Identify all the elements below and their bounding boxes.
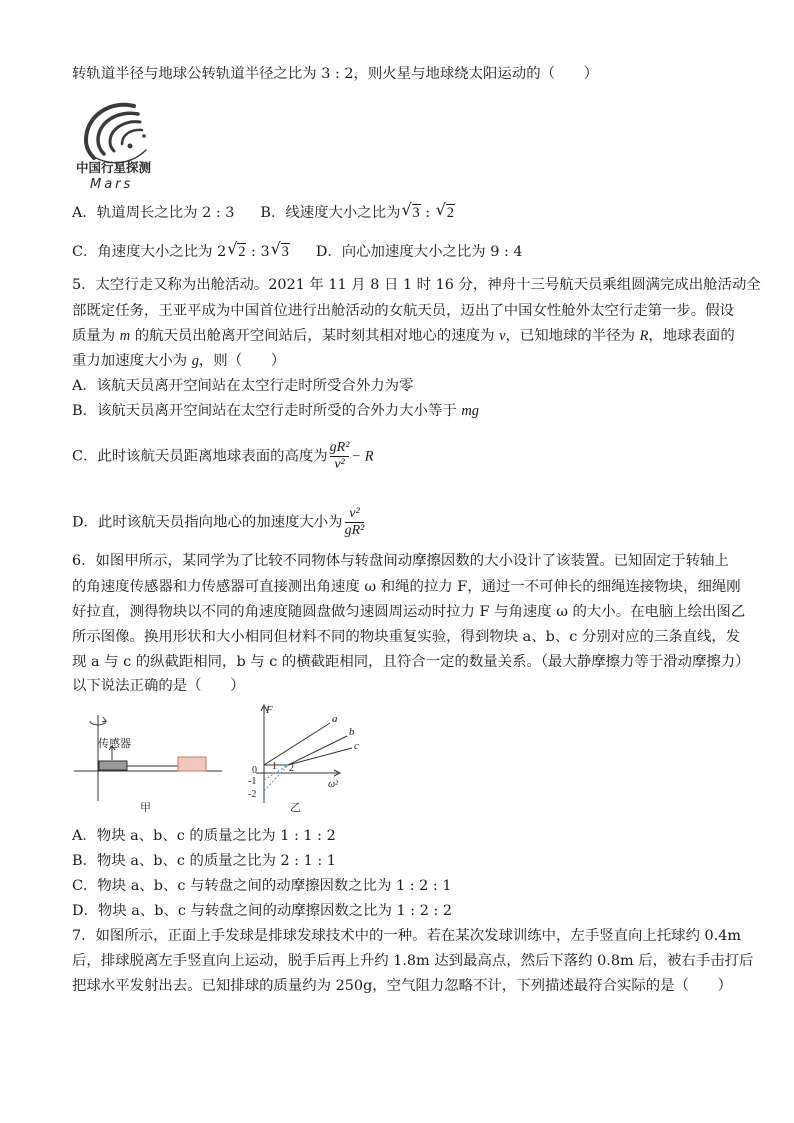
y-axis-label: F	[266, 704, 273, 716]
q6-stem-line1: 6．如图甲所示，某同学为了比较不同物体与转盘间动摩擦因数的大小设计了该装置。已知固定于转轴上	[72, 553, 729, 569]
q4-option-d: D．向心加速度大小之比为 9 : 4	[315, 244, 523, 260]
caption-right: 乙	[290, 801, 301, 813]
origin-label: 0	[252, 765, 257, 776]
q6-option-d: D．物块 a、b、c 与转盘之间的动摩擦因数之比为 1 : 2 : 2	[72, 903, 452, 919]
q5-option-a: A．该航天员离开空间站在太空行走时所受合外力为零	[72, 378, 414, 394]
q4-stem-tail: 转轨道半径与地球公转轨道半径之比为 3 : 2，则火星与地球绕太阳运动的（ ）	[72, 66, 599, 82]
q6-stem-line4: 所示图像。换用形状和大小相同但材料不同的物块重复实验，得到物块 a、b、c 分别对应的三条直线，发	[72, 629, 741, 645]
q4-option-c: C．角速度大小之比为 2√ 2 : 3√ 3	[72, 244, 290, 260]
tick-neg2: -2	[248, 789, 257, 800]
q5-c-fraction: $\frac{\text{gR²}}{\text{v²}}$	[329, 440, 350, 472]
q7-stem-line2: 后，排球脱离左手竖直向上运动，脱手后再上升约 1.8m 达到最高点，然后下落约 0.8m 后，被右手击打后	[72, 953, 754, 969]
tick-2: 2	[289, 763, 294, 774]
q5-stem-line1: 5．太空行走又称为出舱活动。2021 年 11 月 8 日 1 时 16 分，神舟十三号航天员乘组圆满完成出舱活动全	[72, 277, 761, 293]
line-a-label: a	[332, 713, 338, 725]
q6-option-b: B．物块 a、b、c 的质量之比为 2 : 1 : 1	[72, 853, 336, 869]
mars-exploration-logo	[72, 92, 172, 192]
q7-stem-line3: 把球水平发射出去。已知排球的质量约为 250g，空气阻力忽略不计，下列描述最符合实际的是（ ）	[72, 978, 733, 994]
f-omega-graph	[248, 704, 359, 803]
q6-stem-line2: 的角速度传感器和力传感器可直接测出角速度 ω 和绳的拉力 F，通过一不可伸长的细绳连接物块，细绳刚	[72, 579, 741, 595]
q4-option-b: B．线速度大小之比为√ 3 : √ 2	[260, 205, 455, 221]
caption-left: 甲	[140, 801, 151, 813]
q4-options-row2	[72, 242, 523, 262]
q6-stem-line6: 以下说法正确的是（ ）	[72, 678, 245, 694]
logo-brand-cn: 中国行星探测	[76, 160, 152, 175]
apparatus-diagram	[74, 715, 222, 801]
q4-options-row1	[72, 203, 455, 223]
tick-neg1: -1	[248, 776, 257, 787]
x-axis-label: ω²	[328, 779, 339, 790]
q5-stem-line3: 质量为 m 的航天员出舱离开空间站后，某时刻其相对地心的速度为 v，已知地球的半径为 R，地球表面的	[72, 328, 735, 344]
line-b	[288, 736, 347, 765]
line-a	[264, 723, 330, 765]
q5-stem-line4: 重力加速度大小为 g，则（ ）	[72, 353, 286, 369]
block	[178, 757, 206, 771]
q6-option-a: A．物块 a、b、c 的质量之比为 1 : 1 : 2	[72, 828, 336, 844]
q5-d-fraction: $\frac{\text{v²}}{\text{gR²}}$	[344, 506, 365, 538]
q5-option-c: C．此时该航天员距离地球表面的高度为 $\frac{\text{gR²}}{\text{v²}}$ − R	[72, 440, 374, 472]
q7-stem-line1: 7．如图所示，正面上手发球是排球发球技术中的一种。若在某次发球训练中，左手竖直向上托球约 0.4m	[72, 928, 742, 944]
q5-option-b: B．该航天员离开空间站在太空行走时所受的合外力大小等于 mg	[72, 403, 479, 419]
q6-figure	[72, 703, 372, 813]
sensor-block	[99, 761, 127, 770]
tick-1: 1	[272, 761, 277, 772]
line-c	[288, 748, 352, 765]
sensor-label: 传感器	[98, 737, 131, 750]
line-c-label: c	[354, 740, 359, 752]
q5-stem-line2: 部既定任务，王亚平成为中国首位进行出舱活动的女航天员，迈出了中国女性舱外太空行走第一步。假设	[72, 303, 734, 319]
q6-option-c: C．物块 a、b、c 与转盘之间的动摩擦因数之比为 1 : 2 : 1	[72, 878, 452, 894]
q6-stem-line5: 现 a 与 c 的纵截距相同，b 与 c 的横截距相同，且符合一定的数量关系。（最大静摩擦力等于滑动摩擦力）	[72, 654, 750, 670]
line-b-label: b	[349, 726, 355, 738]
q4-option-a: A．轨道周长之比为 2 : 3	[72, 205, 235, 221]
q5-option-d: D．此时该航天员指向地心的加速度大小为 $\frac{\text{v²}}{\text{gR²}}$	[72, 506, 365, 538]
logo-brand-en: Mars	[90, 177, 134, 192]
q6-stem-line3: 好拉直，测得物块以不同的角速度随圆盘做匀速圆周运动时拉力 F 与角速度 ω 的大小。在电脑上绘出图乙	[72, 604, 746, 620]
